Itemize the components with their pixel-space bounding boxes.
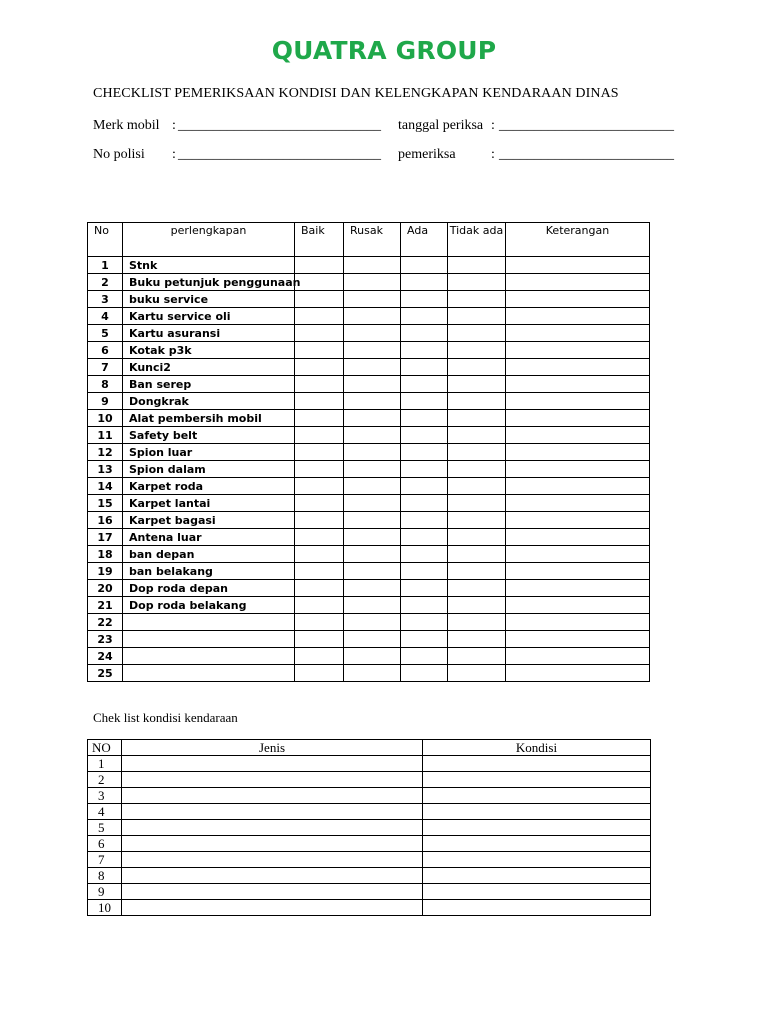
cell-tidak-ada[interactable]	[448, 546, 506, 563]
cell-baik[interactable]	[295, 427, 344, 444]
equipment-row-no: 11	[88, 427, 123, 444]
cell-ada[interactable]	[401, 512, 448, 529]
equipment-row	[88, 614, 650, 631]
cell-rusak[interactable]	[344, 410, 401, 427]
cell-ada[interactable]	[401, 427, 448, 444]
equipment-row-item: Spion dalam	[123, 461, 295, 478]
equipment-row-item: Buku petunjuk penggunaan	[123, 274, 295, 291]
equipment-row-item: Karpet bagasi	[123, 512, 295, 529]
header-condition-no: NO	[88, 740, 122, 756]
equipment-row-no: 5	[88, 325, 123, 342]
cell-keterangan[interactable]	[506, 665, 650, 682]
cell-rusak[interactable]	[344, 427, 401, 444]
cell-rusak[interactable]	[344, 342, 401, 359]
equipment-row-no: 1	[88, 257, 123, 274]
cell-rusak[interactable]	[344, 376, 401, 393]
equipment-row	[88, 461, 650, 478]
cell-ada[interactable]	[401, 478, 448, 495]
cell-jenis[interactable]	[122, 836, 423, 852]
cell-rusak[interactable]	[344, 648, 401, 665]
equipment-row-no: 12	[88, 444, 123, 461]
equipment-row-no: 10	[88, 410, 123, 427]
equipment-row	[88, 427, 650, 444]
equipment-row-no: 24	[88, 648, 123, 665]
cell-baik[interactable]	[295, 614, 344, 631]
cell-rusak[interactable]	[344, 359, 401, 376]
equipment-row-no: 18	[88, 546, 123, 563]
merk-mobil-field	[93, 118, 381, 134]
equipment-row-no: 22	[88, 614, 123, 631]
cell-baik[interactable]	[295, 325, 344, 342]
equipment-row-item: Karpet lantai	[123, 495, 295, 512]
cell-baik[interactable]	[295, 393, 344, 410]
company-brand: QUATRA GROUP	[271, 36, 497, 65]
cell-rusak[interactable]	[344, 274, 401, 291]
condition-row-no: 3	[88, 788, 122, 804]
equipment-row	[88, 376, 650, 393]
equipment-row-no: 16	[88, 512, 123, 529]
cell-jenis[interactable]	[122, 804, 423, 820]
cell-jenis[interactable]	[122, 868, 423, 884]
cell-ada[interactable]	[401, 376, 448, 393]
condition-row-no: 10	[88, 900, 122, 916]
cell-ada[interactable]	[401, 274, 448, 291]
cell-jenis[interactable]	[122, 852, 423, 868]
tanggal-periksa-label: tanggal periksa	[398, 118, 484, 133]
equipment-row-item: Safety belt	[123, 427, 295, 444]
equipment-row	[88, 563, 650, 580]
cell-rusak[interactable]	[344, 512, 401, 529]
cell-ada[interactable]	[401, 291, 448, 308]
equipment-row	[88, 648, 650, 665]
equipment-row-no: 4	[88, 308, 123, 325]
cell-ada[interactable]	[401, 342, 448, 359]
cell-baik[interactable]	[295, 512, 344, 529]
equipment-row	[88, 444, 650, 461]
no-polisi-line[interactable]: _____________________________	[178, 147, 381, 162]
cell-ada[interactable]	[401, 359, 448, 376]
cell-jenis[interactable]	[122, 884, 423, 900]
cell-keterangan[interactable]	[506, 427, 650, 444]
cell-kondisi[interactable]	[423, 756, 651, 772]
cell-rusak[interactable]	[344, 546, 401, 563]
cell-rusak[interactable]	[344, 665, 401, 682]
condition-header-row	[88, 740, 651, 756]
condition-row-no: 6	[88, 836, 122, 852]
cell-ada[interactable]	[401, 495, 448, 512]
cell-tidak-ada[interactable]	[448, 563, 506, 580]
equipment-header-row	[88, 223, 650, 257]
equipment-row-item: Stnk	[123, 257, 295, 274]
equipment-row	[88, 393, 650, 410]
cell-kondisi[interactable]	[423, 900, 651, 916]
cell-baik[interactable]	[295, 648, 344, 665]
cell-ada[interactable]	[401, 648, 448, 665]
cell-ada[interactable]	[401, 444, 448, 461]
condition-row	[88, 756, 651, 772]
cell-rusak[interactable]	[344, 461, 401, 478]
cell-baik[interactable]	[295, 308, 344, 325]
merk-mobil-label: Merk mobil	[93, 118, 160, 133]
header-ada: Ada	[401, 223, 448, 257]
cell-kondisi[interactable]	[423, 788, 651, 804]
equipment-row-item: Kartu service oli	[123, 308, 295, 325]
cell-ada[interactable]	[401, 529, 448, 546]
cell-rusak[interactable]	[344, 563, 401, 580]
cell-baik[interactable]	[295, 257, 344, 274]
cell-baik[interactable]	[295, 461, 344, 478]
equipment-row-item: Spion luar	[123, 444, 295, 461]
header-baik: Baik	[295, 223, 344, 257]
document-title: CHECKLIST PEMERIKSAAN KONDISI DAN KELENGKAPAN KENDARAAN DINAS	[93, 86, 619, 101]
header-perlengkapan: perlengkapan	[123, 223, 295, 257]
cell-kondisi[interactable]	[423, 820, 651, 836]
equipment-row-no: 17	[88, 529, 123, 546]
condition-row-no: 2	[88, 772, 122, 788]
cell-kondisi[interactable]	[423, 836, 651, 852]
equipment-row	[88, 597, 650, 614]
cell-tidak-ada[interactable]	[448, 614, 506, 631]
cell-jenis[interactable]	[122, 756, 423, 772]
equipment-row	[88, 359, 650, 376]
cell-rusak[interactable]	[344, 308, 401, 325]
condition-row	[88, 836, 651, 852]
merk-mobil-colon: :	[172, 118, 176, 133]
cell-ada[interactable]	[401, 546, 448, 563]
cell-tidak-ada[interactable]	[448, 461, 506, 478]
cell-kondisi[interactable]	[423, 852, 651, 868]
cell-rusak[interactable]	[344, 291, 401, 308]
equipment-row	[88, 631, 650, 648]
condition-row	[88, 884, 651, 900]
cell-baik[interactable]	[295, 291, 344, 308]
condition-row	[88, 820, 651, 836]
cell-kondisi[interactable]	[423, 868, 651, 884]
equipment-row	[88, 274, 650, 291]
equipment-row-no: 7	[88, 359, 123, 376]
equipment-row-item: Dop roda depan	[123, 580, 295, 597]
equipment-row-no: 3	[88, 291, 123, 308]
cell-baik[interactable]	[295, 546, 344, 563]
equipment-row-item: Alat pembersih mobil	[123, 410, 295, 427]
condition-row-no: 5	[88, 820, 122, 836]
equipment-row-item: Ban serep	[123, 376, 295, 393]
cell-ada[interactable]	[401, 631, 448, 648]
cell-keterangan[interactable]	[506, 495, 650, 512]
cell-keterangan[interactable]	[506, 648, 650, 665]
cell-tidak-ada[interactable]	[448, 393, 506, 410]
cell-tidak-ada[interactable]	[448, 427, 506, 444]
equipment-row-item: Karpet roda	[123, 478, 295, 495]
cell-ada[interactable]	[401, 665, 448, 682]
condition-row	[88, 804, 651, 820]
equipment-row	[88, 257, 650, 274]
cell-tidak-ada[interactable]	[448, 495, 506, 512]
equipment-row-item: buku service	[123, 291, 295, 308]
cell-baik[interactable]	[295, 580, 344, 597]
cell-keterangan[interactable]	[506, 342, 650, 359]
cell-rusak[interactable]	[344, 325, 401, 342]
equipment-row-no: 19	[88, 563, 123, 580]
equipment-row	[88, 478, 650, 495]
cell-rusak[interactable]	[344, 580, 401, 597]
no-polisi-colon: :	[172, 147, 176, 162]
equipment-checklist-table	[87, 222, 650, 682]
cell-tidak-ada[interactable]	[448, 376, 506, 393]
cell-ada[interactable]	[401, 257, 448, 274]
cell-keterangan[interactable]	[506, 512, 650, 529]
condition-row-no: 1	[88, 756, 122, 772]
cell-baik[interactable]	[295, 410, 344, 427]
cell-ada[interactable]	[401, 410, 448, 427]
pemeriksa-field	[398, 147, 674, 163]
cell-keterangan[interactable]	[506, 529, 650, 546]
equipment-row	[88, 291, 650, 308]
equipment-row-no: 23	[88, 631, 123, 648]
header-tidak-ada: Tidak ada	[448, 223, 506, 257]
cell-keterangan[interactable]	[506, 325, 650, 342]
equipment-row	[88, 580, 650, 597]
equipment-row-no: 13	[88, 461, 123, 478]
equipment-row-item: Kotak p3k	[123, 342, 295, 359]
cell-keterangan[interactable]	[506, 563, 650, 580]
cell-keterangan[interactable]	[506, 410, 650, 427]
cell-tidak-ada[interactable]	[448, 257, 506, 274]
cell-ada[interactable]	[401, 461, 448, 478]
equipment-row-item	[123, 665, 295, 682]
condition-row	[88, 772, 651, 788]
condition-row	[88, 900, 651, 916]
pemeriksa-colon: :	[491, 147, 495, 162]
cell-tidak-ada[interactable]	[448, 359, 506, 376]
equipment-row-no: 8	[88, 376, 123, 393]
cell-tidak-ada[interactable]	[448, 512, 506, 529]
pemeriksa-label: pemeriksa	[398, 147, 456, 162]
equipment-row-item: Dongkrak	[123, 393, 295, 410]
cell-baik[interactable]	[295, 359, 344, 376]
equipment-row-item	[123, 614, 295, 631]
cell-ada[interactable]	[401, 308, 448, 325]
equipment-row	[88, 665, 650, 682]
cell-keterangan[interactable]	[506, 461, 650, 478]
condition-row	[88, 852, 651, 868]
equipment-row-no: 25	[88, 665, 123, 682]
equipment-row	[88, 410, 650, 427]
cell-baik[interactable]	[295, 631, 344, 648]
equipment-row-no: 20	[88, 580, 123, 597]
equipment-row-item: Antena luar	[123, 529, 295, 546]
cell-jenis[interactable]	[122, 788, 423, 804]
equipment-row	[88, 529, 650, 546]
header-rusak: Rusak	[344, 223, 401, 257]
cell-rusak[interactable]	[344, 495, 401, 512]
cell-tidak-ada[interactable]	[448, 325, 506, 342]
cell-rusak[interactable]	[344, 529, 401, 546]
equipment-row	[88, 325, 650, 342]
cell-tidak-ada[interactable]	[448, 291, 506, 308]
cell-keterangan[interactable]	[506, 614, 650, 631]
header-kondisi: Kondisi	[423, 740, 651, 756]
cell-kondisi[interactable]	[423, 884, 651, 900]
cell-ada[interactable]	[401, 614, 448, 631]
cell-kondisi[interactable]	[423, 804, 651, 820]
vehicle-condition-table	[87, 739, 651, 916]
equipment-row-no: 14	[88, 478, 123, 495]
no-polisi-field	[93, 147, 381, 163]
cell-jenis[interactable]	[122, 820, 423, 836]
cell-baik[interactable]	[295, 563, 344, 580]
condition-row-no: 8	[88, 868, 122, 884]
cell-tidak-ada[interactable]	[448, 631, 506, 648]
cell-ada[interactable]	[401, 393, 448, 410]
condition-row-no: 9	[88, 884, 122, 900]
cell-tidak-ada[interactable]	[448, 308, 506, 325]
cell-baik[interactable]	[295, 665, 344, 682]
cell-baik[interactable]	[295, 376, 344, 393]
cell-keterangan[interactable]	[506, 444, 650, 461]
tanggal-periksa-line[interactable]: _________________________	[499, 118, 674, 133]
cell-keterangan[interactable]	[506, 580, 650, 597]
cell-keterangan[interactable]	[506, 631, 650, 648]
condition-row-no: 4	[88, 804, 122, 820]
pemeriksa-line[interactable]: _________________________	[499, 147, 674, 162]
condition-section-label: Chek list kondisi kendaraan	[93, 710, 238, 725]
cell-baik[interactable]	[295, 342, 344, 359]
equipment-row-item: ban depan	[123, 546, 295, 563]
equipment-row	[88, 495, 650, 512]
cell-keterangan[interactable]	[506, 478, 650, 495]
cell-tidak-ada[interactable]	[448, 410, 506, 427]
cell-rusak[interactable]	[344, 478, 401, 495]
condition-row	[88, 868, 651, 884]
equipment-row-no: 9	[88, 393, 123, 410]
cell-rusak[interactable]	[344, 597, 401, 614]
cell-rusak[interactable]	[344, 631, 401, 648]
header-no: No	[88, 223, 123, 257]
cell-rusak[interactable]	[344, 257, 401, 274]
cell-tidak-ada[interactable]	[448, 529, 506, 546]
cell-ada[interactable]	[401, 580, 448, 597]
cell-tidak-ada[interactable]	[448, 478, 506, 495]
cell-kondisi[interactable]	[423, 772, 651, 788]
equipment-row	[88, 308, 650, 325]
header-keterangan: Keterangan	[506, 223, 650, 257]
cell-ada[interactable]	[401, 597, 448, 614]
cell-keterangan[interactable]	[506, 359, 650, 376]
equipment-row-no: 15	[88, 495, 123, 512]
cell-ada[interactable]	[401, 325, 448, 342]
cell-tidak-ada[interactable]	[448, 274, 506, 291]
equipment-row-item	[123, 631, 295, 648]
cell-ada[interactable]	[401, 563, 448, 580]
cell-keterangan[interactable]	[506, 291, 650, 308]
equipment-row-item: Kartu asuransi	[123, 325, 295, 342]
cell-baik[interactable]	[295, 495, 344, 512]
equipment-row-no: 6	[88, 342, 123, 359]
cell-rusak[interactable]	[344, 393, 401, 410]
equipment-row	[88, 546, 650, 563]
cell-keterangan[interactable]	[506, 393, 650, 410]
equipment-row	[88, 342, 650, 359]
equipment-row-item: Dop roda belakang	[123, 597, 295, 614]
cell-baik[interactable]	[295, 597, 344, 614]
cell-tidak-ada[interactable]	[448, 597, 506, 614]
equipment-row-item: ban belakang	[123, 563, 295, 580]
cell-baik[interactable]	[295, 478, 344, 495]
equipment-row	[88, 512, 650, 529]
cell-keterangan[interactable]	[506, 308, 650, 325]
condition-row-no: 7	[88, 852, 122, 868]
cell-tidak-ada[interactable]	[448, 648, 506, 665]
cell-tidak-ada[interactable]	[448, 665, 506, 682]
tanggal-periksa-colon: :	[491, 118, 495, 133]
cell-keterangan[interactable]	[506, 376, 650, 393]
equipment-row-no: 2	[88, 274, 123, 291]
cell-tidak-ada[interactable]	[448, 342, 506, 359]
no-polisi-label: No polisi	[93, 147, 145, 162]
cell-keterangan[interactable]	[506, 274, 650, 291]
cell-tidak-ada[interactable]	[448, 580, 506, 597]
tanggal-periksa-field	[398, 118, 674, 134]
merk-mobil-line[interactable]: _____________________________	[178, 118, 381, 133]
header-jenis: Jenis	[122, 740, 423, 756]
cell-keterangan[interactable]	[506, 597, 650, 614]
cell-baik[interactable]	[295, 274, 344, 291]
cell-rusak[interactable]	[344, 614, 401, 631]
cell-jenis[interactable]	[122, 900, 423, 916]
condition-row	[88, 788, 651, 804]
cell-jenis[interactable]	[122, 772, 423, 788]
cell-baik[interactable]	[295, 529, 344, 546]
equipment-row-item: Kunci2	[123, 359, 295, 376]
cell-keterangan[interactable]	[506, 257, 650, 274]
cell-rusak[interactable]	[344, 444, 401, 461]
equipment-row-no: 21	[88, 597, 123, 614]
cell-keterangan[interactable]	[506, 546, 650, 563]
cell-tidak-ada[interactable]	[448, 444, 506, 461]
equipment-row-item	[123, 648, 295, 665]
cell-baik[interactable]	[295, 444, 344, 461]
